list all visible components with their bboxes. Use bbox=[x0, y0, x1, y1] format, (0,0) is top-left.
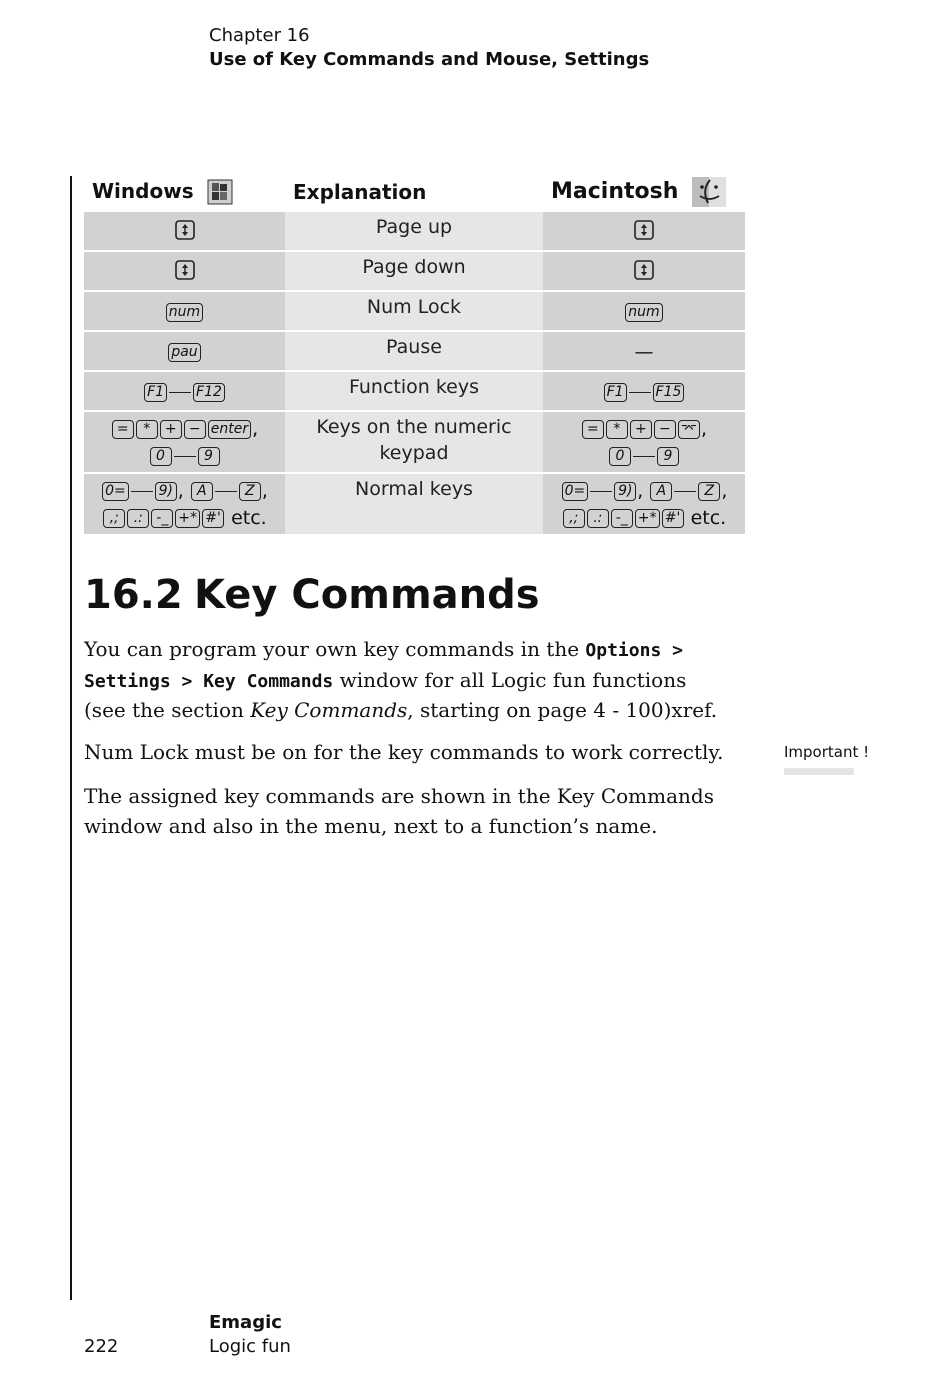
range-dash bbox=[215, 491, 237, 492]
f15-key: F15 bbox=[653, 383, 685, 402]
menu-options: Options bbox=[585, 640, 662, 661]
key: Z bbox=[239, 482, 261, 501]
explanation-cell: Num Lock bbox=[285, 291, 543, 331]
windows-key-cell bbox=[84, 251, 285, 291]
key: #' bbox=[662, 509, 684, 528]
mac-finder-logo-icon bbox=[692, 177, 726, 207]
key: #' bbox=[202, 509, 224, 528]
mac-key-cell bbox=[543, 291, 745, 331]
mac-key-cell bbox=[543, 212, 745, 251]
range-dash bbox=[674, 491, 696, 492]
keypad-key: − bbox=[654, 420, 676, 439]
key: -_ bbox=[611, 509, 633, 528]
num-key: num bbox=[625, 303, 662, 322]
keypad-key: + bbox=[630, 420, 652, 439]
page-down-key-icon bbox=[175, 260, 195, 280]
mac-key-cell bbox=[543, 411, 745, 473]
range-dash bbox=[174, 456, 196, 457]
running-head bbox=[209, 24, 649, 72]
key: +* bbox=[635, 509, 660, 528]
windows-key-cell bbox=[84, 291, 285, 331]
range-dash bbox=[169, 392, 191, 393]
keypad-key: 0 bbox=[150, 447, 172, 466]
mac-key-cell bbox=[543, 371, 745, 411]
section-title: Key Commands bbox=[194, 572, 540, 618]
key: A bbox=[191, 482, 213, 501]
explanation-column-header: Explanation bbox=[293, 180, 427, 204]
keypad-key: 9 bbox=[198, 447, 220, 466]
section-number: 16.2 bbox=[84, 572, 183, 618]
comma: , bbox=[252, 418, 259, 440]
footer bbox=[209, 1311, 291, 1359]
paragraph: The assigned key commands are shown in the Key Commands window and also in the menu, next to a function’s name. bbox=[84, 784, 714, 838]
explanation-cell: Normal keys bbox=[285, 473, 543, 535]
key: A bbox=[650, 482, 672, 501]
table-row bbox=[84, 251, 745, 291]
page-down-key-icon bbox=[634, 260, 654, 280]
explanation-cell: Page down bbox=[285, 251, 543, 291]
keypad-enter-key: ⌤ bbox=[678, 420, 700, 439]
table-row bbox=[84, 371, 745, 411]
range-dash bbox=[131, 491, 153, 492]
footer-product: Logic fun bbox=[209, 1336, 291, 1357]
comma: , bbox=[701, 418, 708, 440]
keypad-key: 0 bbox=[609, 447, 631, 466]
windows-key-cell bbox=[84, 331, 285, 371]
windows-column-header bbox=[84, 172, 285, 212]
important-note: Important ! bbox=[784, 743, 870, 761]
key: Z bbox=[698, 482, 720, 501]
text-run: You can program your own key commands in the bbox=[84, 637, 586, 661]
range-dash bbox=[590, 491, 612, 492]
explanation-cell bbox=[285, 411, 543, 473]
windows-key-cell bbox=[84, 411, 285, 473]
key: .: bbox=[127, 509, 149, 528]
mac-key-cell bbox=[543, 251, 745, 291]
key-table bbox=[84, 172, 745, 536]
chapter-number: Chapter 16 bbox=[209, 25, 310, 46]
range-dash bbox=[629, 392, 651, 393]
table-row bbox=[84, 473, 745, 535]
text-run: window for all Logic fun functions (see the section bbox=[84, 667, 687, 722]
etc-label: etc. bbox=[690, 507, 727, 529]
windows-key-cell bbox=[84, 473, 285, 535]
note-underline bbox=[784, 768, 854, 775]
keypad-key: * bbox=[606, 420, 628, 439]
page-up-key-icon bbox=[634, 220, 654, 240]
page-number: 222 bbox=[84, 1336, 119, 1357]
chapter-title: Use of Key Commands and Mouse, Settings bbox=[209, 49, 650, 70]
explanation-cell: Pause bbox=[285, 331, 543, 371]
key: .: bbox=[587, 509, 609, 528]
table-row bbox=[84, 291, 745, 331]
num-key: num bbox=[166, 303, 203, 322]
explanation-cell: Page up bbox=[285, 212, 543, 251]
explanation-line: Keys on the numeric bbox=[316, 416, 512, 438]
table-header-row bbox=[84, 172, 745, 212]
table-row bbox=[84, 212, 745, 251]
key: 9) bbox=[155, 482, 177, 501]
menu-settings: Settings bbox=[84, 670, 171, 692]
keypad-key: = bbox=[582, 420, 604, 439]
margin-rule bbox=[70, 176, 72, 1300]
windows-key-cell bbox=[84, 212, 285, 251]
macintosh-header-label: Macintosh bbox=[551, 179, 679, 204]
windows-logo-icon bbox=[207, 179, 233, 205]
f1-key: F1 bbox=[604, 383, 627, 402]
explanation-cell: Function keys bbox=[285, 371, 543, 411]
key: ,; bbox=[103, 509, 125, 528]
etc-label: etc. bbox=[231, 507, 267, 529]
paragraph bbox=[84, 635, 734, 726]
enter-key: enter bbox=[208, 420, 251, 439]
mac-key-cell: — bbox=[543, 331, 745, 371]
pause-key: pau bbox=[168, 343, 200, 362]
key: -_ bbox=[151, 509, 173, 528]
f1-key: F1 bbox=[144, 383, 167, 402]
windows-key-cell bbox=[84, 371, 285, 411]
comma: , bbox=[261, 480, 268, 502]
footer-brand: Emagic bbox=[209, 1312, 282, 1333]
range-dash bbox=[633, 456, 655, 457]
text-run: , starting on page 4 - 100)xref. bbox=[407, 698, 718, 722]
keypad-key: * bbox=[136, 420, 158, 439]
comma: , bbox=[177, 480, 184, 502]
paragraph: Num Lock must be on for the key commands to work correctly. bbox=[84, 740, 724, 764]
cross-reference: Key Commands bbox=[250, 698, 408, 722]
keypad-key: − bbox=[184, 420, 206, 439]
explanation-line: keypad bbox=[379, 442, 449, 464]
menu-separator: > bbox=[170, 670, 204, 692]
keypad-key: + bbox=[160, 420, 182, 439]
keypad-key: 9 bbox=[657, 447, 679, 466]
macintosh-column-header bbox=[543, 172, 745, 212]
comma: , bbox=[637, 480, 644, 502]
f12-key: F12 bbox=[193, 383, 225, 402]
key: ,; bbox=[563, 509, 585, 528]
section-heading bbox=[84, 572, 540, 618]
page-up-key-icon bbox=[175, 220, 195, 240]
key: +* bbox=[175, 509, 200, 528]
menu-key-commands: Key Commands bbox=[203, 670, 334, 692]
key: 0= bbox=[562, 482, 589, 501]
mac-key-cell bbox=[543, 473, 745, 535]
key: 0= bbox=[102, 482, 129, 501]
table-row bbox=[84, 411, 745, 473]
comma: , bbox=[721, 480, 728, 502]
windows-header-label: Windows bbox=[92, 178, 194, 203]
menu-separator: > bbox=[661, 640, 683, 661]
table-row bbox=[84, 331, 745, 371]
keypad-key: = bbox=[112, 420, 134, 439]
key: 9) bbox=[614, 482, 636, 501]
